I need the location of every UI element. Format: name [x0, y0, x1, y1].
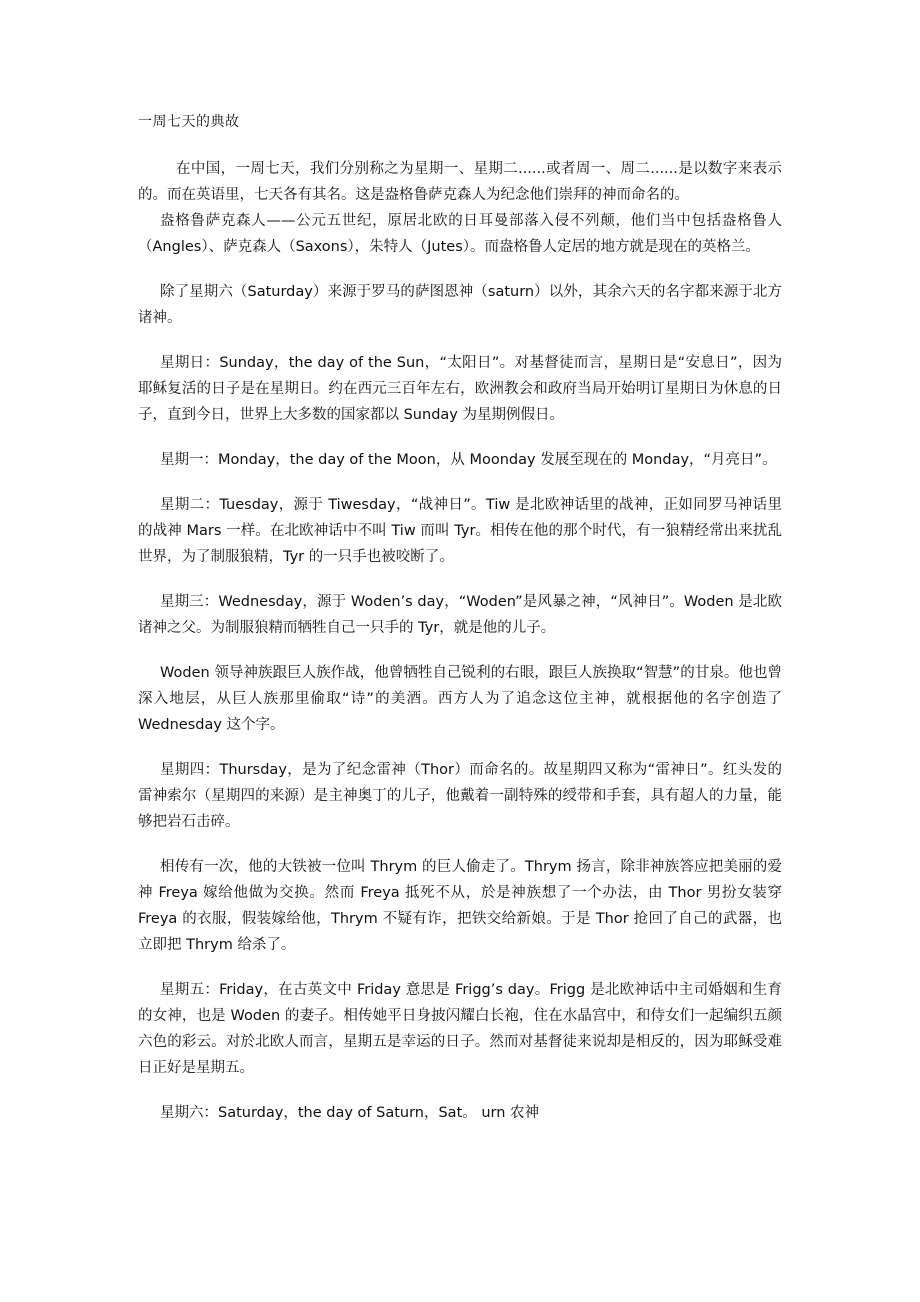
document-title: 一周七天的典故 [138, 114, 240, 130]
paragraph-intro: 在中国，一周七天，我们分别称之为星期一、星期二......或者周一、周二......是以数字来表示的。而在英语里，七天各有其名。这是盎格鲁萨克森人为纪念他们崇拜的神而命名的。 [138, 161, 782, 203]
paragraph-thrym: 相传有一次，他的大铁被一位叫 Thrym 的巨人偷走了。Thrym 扬言，除非神族答应把美丽的爱神 Freya 嫁给他做为交换。然而 Freya 抵死不从，於是神族想了一个办法，由 Thor 男扮女装穿 Freya 的衣服，假装嫁给他，Thrym 不疑有诈，把铁交给新娘。于是 Thor 抢回了自己的武器，也立即把 Thrym 给杀了。 [138, 859, 782, 953]
paragraph-sunday: 星期日：Sunday，the day of the Sun，“太阳日”。对基督徒而言，星期日是“安息日”，因为耶稣复活的日子是在星期日。约在西元三百年左右，欧洲教会和政府当局开始明订星期日为休息的日子，直到今日，世界上大多数的国家都以 Sunday 为星期例假日。 [138, 355, 782, 423]
paragraph-saturday: 星期六：Saturday，the day of Saturn，Sat。 urn 农神 [160, 1105, 540, 1121]
paragraph-origin: 除了星期六（Saturday）来源于罗马的萨图恩神（saturn）以外，其余六天的名字都来源于北方诸神。 [138, 284, 782, 326]
paragraph-friday: 星期五：Friday，在古英文中 Friday 意思是 Frigg’s day。Frigg 是北欧神话中主司婚姻和生育的女神，也是 Woden 的妻子。相传她平日身披闪耀白长袍，住在水晶宫中，和侍女们一起编织五颜六色的彩云。对於北欧人而言，星期五是幸运的日子。然而对基督徒来说却是相反的，因为耶稣受难日正好是星期五。 [138, 982, 782, 1076]
paragraph-anglo-saxons: 盎格鲁萨克森人——公元五世纪，原居北欧的日耳曼部落入侵不列颠，他们当中包括盎格鲁人（Angles）、萨克森人（Saxons），朱特人（Jutes）。而盎格鲁人定居的地方就是现在的英格兰。 [138, 213, 782, 255]
paragraph-thursday: 星期四：Thursday，是为了纪念雷神（Thor）而命名的。故星期四又称为“雷神日”。红头发的雷神索尔（星期四的来源）是主神奥丁的儿子，他戴着一副特殊的绶带和手套，具有超人的力量，能够把岩石击碎。 [138, 762, 782, 830]
paragraph-monday: 星期一：Monday，the day of the Moon，从 Moonday 发展至现在的 Monday，“月亮日”。 [160, 452, 777, 468]
paragraph-wednesday: 星期三：Wednesday，源于 Woden’s day，“Woden”是风暴之神，“风神日”。Woden 是北欧诸神之父。为制服狼精而牺牲自己一只手的 Tyr，就是他的儿子。 [138, 594, 782, 636]
paragraph-tuesday: 星期二：Tuesday，源于 Tiwesday，“战神日”。Tiw 是北欧神话里的战神，正如同罗马神话里的战神 Mars 一样。在北欧神话中不叫 Tiw 而叫 Tyr。相传在他的那个时代，有一狼精经常出来扰乱世界，为了制服狼精，Tyr 的一只手也被咬断了。 [138, 497, 782, 565]
paragraph-woden: Woden 领导神族跟巨人族作战，他曾牺牲自己锐利的右眼，跟巨人族换取“智慧”的甘泉。他也曾深入地层，从巨人族那里偷取“诗”的美酒。西方人为了追念这位主神，就根据他的名字创造了 Wednesday 这个字。 [138, 665, 782, 733]
document-page [138, 110, 782, 1126]
